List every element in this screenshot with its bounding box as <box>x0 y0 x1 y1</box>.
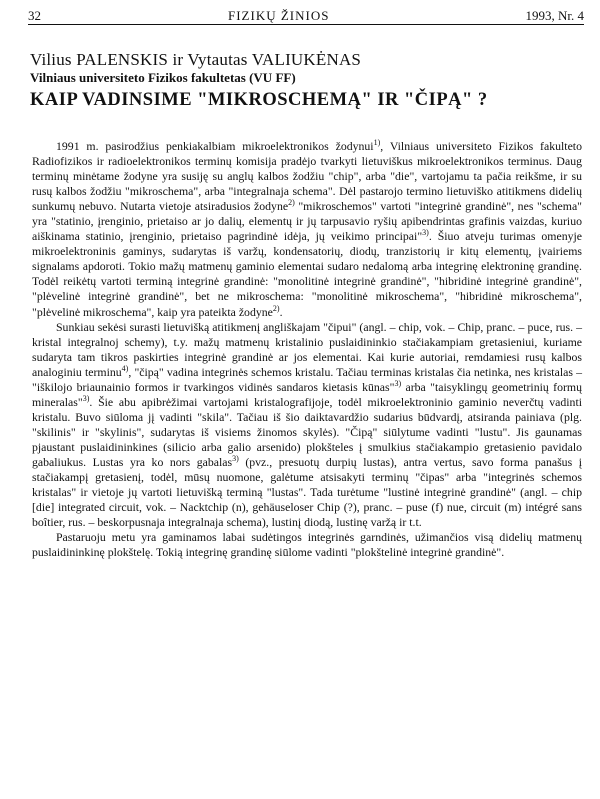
text-run: , Vilniaus universiteto Fizikos fakulteto Radiofizikos ir radioelektronikos terminų komisija pradėjo tvarkyti lietuviškus mikroelektronikos terminus. Daug terminų minėtame žodyne yra susiję su anglų kalbos žodžiu "chip", arba "die", vartojamu ta pačia reikšme, ir su rusų kalbos žodžiu "mikroschema", arba "integralnaja schema". Dėl pastarojo termino lietuviško atitikmens didelių sunkumų nebuvo. Nutarta vietoje atsiradusios žodyne <box>32 139 582 214</box>
text-run: Pastaruoju metu yra gaminamos labai sudėtingos integrinės garndinės, užimančios visą didelių matmenų puslaidininkinę plokštelę. Tokią integrinę grandinę siūlome vadinti "plokštelinė integrinė grandinė". <box>32 530 582 560</box>
text-run: . Šiuo atveju turimas omenyje mikroelektroninis gaminys, sudarytas iš varžų, kondensatorių, diodų, tranzistorių ir kitų elementų, įvairiems signalams apdoroti. Tokio mažų matmenų gaminio elementai sudaro nedalomą arba integrinę elektroninę grandinę. Todėl reikėtų vartoti terminą integrinė grandinė: "monolitinė integrinė grandinė", "hibridinė integrinė grandinė", "plėvelinė integrinė grandinė", bet ne mikroschema: "monolitinė mikroschema", "hibridinė mikroschema", "plėvelinė mikroschema", kaip yra pateikta žodyne <box>32 229 583 319</box>
paragraph <box>32 139 582 320</box>
text-run: 1991 m. pasirodžius penkiakalbiam mikroelektronikos žodynui <box>56 139 374 153</box>
footnote-ref: 2) <box>272 303 280 313</box>
text-run: (pvz., presuotų durpių lustas), antra vertus, savo forma panašus į stačiakampį gretasienį, todėl, mūsų nuomone, galėtume atsisakyti terminų "čipas" arba "integrinės schemos kristalas" ir vietoje jų vartoti lietuvišką terminą "lustas". Tada turėtume "lustinė integrinė grandinė" (angl. – chip [die] integrated circuit, vok. – Nacktchip (n), gehäuseloser Chip (?), pranc. – puse (f) nue, circuit (m) intégré sans boîtier, rus. – beskorpusnaja integralnaja schema), lustinį diodą, lustinę varžą ir t.t. <box>32 454 582 530</box>
article-body <box>32 139 582 560</box>
text-run: "mikroschemos" vartoti "integrinė grandinė", nes "schema" yra "statinio, įrenginio, prietaiso ar jo dalių, elementų ir jų tarpusavio ryšių apibendrintas grafinis vaizdas, kuriuo aiškinama statinio, įrenginio, prietaiso pagrindinė idėja, jų veikimo principai" <box>32 199 582 244</box>
article-title: KAIP VADINSIME "MIKROSCHEMĄ" IR "ČIPĄ" ? <box>30 90 488 110</box>
text-run: , "čipą" vadina integrinės schemos kristalu. Tačiau terminas kristalas čia netinka, nes kristalas – "iškilojo briaunainio formos ir tvarkingos vidinės sandaros kietasis kūnas" <box>32 364 582 394</box>
text-run: . Šie abu apibrėžimai vartojami kristalografijoje, todėl mikroelektroninio gaminio neverčtų vadinti kristalu. Buvo siūloma jį vadinti "skila". Tačiau iš šio daiktavardžio sudarius būdvardį, atsiranda painiava (plg. "skilinis" ir "skylinis", sudarytas iš visiems žinomos skylės). "Čipą" siūlytume vadinti "lustu". Jis gaunamas pjaustant puslaidininkines (silicio arba galio arsenido) plokšteles į smulkius stačiakampio gretasienio pavidalo gabaliukus. Lustas yra ko nors gabalas <box>32 394 582 469</box>
text-run: Sunkiau sekėsi surasti lietuvišką atitikmenį angliškajam "čipui" (angl. – chip, vok. – Chip, pranc. – puce, rus. – kristal integralnoj schemy), t.y. mažų matmenų kristalinio puslaidininkio stačiakampiam gretasieniui, kuriame sudaryta tam tikros paskirties integrinė grandinė ar jos elementai. Kai kurie autoriai, remdamiesi rusų kalbos analoginiu terminu <box>32 319 582 379</box>
article-authors: Vilius PALENSKIS ir Vytautas VALIUKĖNAS <box>30 50 362 69</box>
page-header <box>28 8 584 25</box>
footnote-ref: 3) <box>394 378 402 388</box>
text-run: . <box>279 304 283 319</box>
footnote-ref: 3) <box>82 393 90 403</box>
footnote-ref: 1) <box>373 138 381 148</box>
paragraph <box>32 320 582 531</box>
journal-name: FIZIKŲ ŽINIOS <box>228 8 330 23</box>
footnote-ref: 4) <box>121 363 129 373</box>
footnote-ref: 3) <box>422 228 429 238</box>
paragraph <box>32 530 582 560</box>
text-run: arba "taisyklingų geometrinių formų mineralas" <box>32 379 582 409</box>
issue-info: 1993, Nr. 4 <box>525 8 584 23</box>
footnote-ref: 3) <box>232 454 239 464</box>
page-number: 32 <box>28 8 41 23</box>
author-affiliation: Vilniaus universiteto Fizikos fakultetas (VU FF) <box>30 70 296 85</box>
footnote-ref: 2) <box>288 198 295 208</box>
